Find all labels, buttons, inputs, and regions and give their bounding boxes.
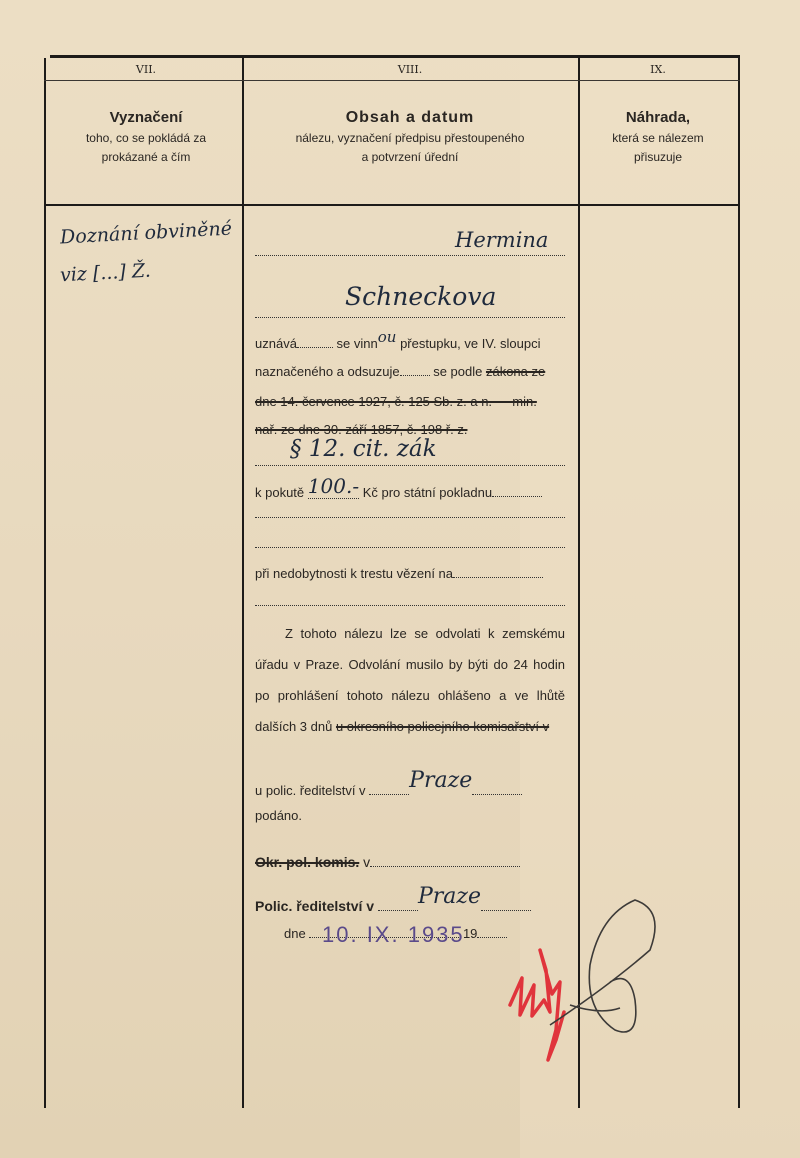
handwritten-city: Praze — [409, 768, 473, 793]
col7-sub1: toho, co se pokládá za — [85, 131, 207, 145]
dotted-line — [255, 516, 565, 518]
dots — [453, 577, 543, 578]
column-border — [738, 58, 740, 1108]
text-k-pokute: k pokutě — [255, 485, 305, 500]
col8-sub2: a potvrzení úřední — [361, 150, 459, 164]
col7-sub2: prokázané a čím — [101, 150, 191, 164]
line-nedobytnost — [255, 566, 565, 581]
column-border — [44, 58, 46, 1108]
handwritten-surname: Schneckova — [345, 282, 497, 311]
appeal-paragraph — [255, 618, 565, 742]
col9-number: IX. — [650, 63, 666, 76]
struck-okr-pol: Okr. pol. komis. — [255, 854, 360, 870]
line-naznaceneho — [255, 364, 565, 379]
col9-header — [578, 108, 738, 167]
text-prestupku: přestupku, ve IV. sloupci — [400, 336, 541, 351]
handwritten-city-2: Praze — [417, 884, 481, 909]
handwritten-first-name: Hermina — [455, 228, 549, 252]
header-divider — [44, 80, 740, 81]
dots — [369, 794, 409, 795]
text-polic-red-2: Polic. ředitelství v — [255, 898, 375, 914]
text-v: v — [363, 854, 371, 870]
date-stamp: 10. IX. 1935 — [322, 922, 465, 947]
col7-number: VII. — [135, 63, 157, 76]
handwritten-suffix: ou — [377, 328, 397, 346]
line-pokuta — [255, 474, 565, 502]
appeal-text: Z tohoto nálezu lze se odvolati k zemskému úřadu v Praze. Odvolání musilo by býti do 24 hodin po prohlášení tohoto nálezu ohlášeno a ve lhůtě dalších 3 dnů — [255, 626, 565, 734]
dots — [400, 375, 430, 376]
okr-pol-label — [255, 854, 520, 870]
text-se-podle: se podle — [433, 364, 483, 379]
dotted-line — [255, 316, 565, 318]
struck-line-1927: dne 14. července 1927, č. 125 Sb. z. a n. — min. — [255, 394, 537, 409]
text-naznaceneho: naznačeného a odsuzuje — [255, 364, 400, 379]
dots — [370, 866, 520, 867]
dotted-line — [255, 464, 565, 466]
col8-number: VIII. — [397, 63, 423, 76]
col7-header — [50, 108, 242, 167]
appeal-struck-text: u okresního policejního komisařství v — [335, 719, 550, 734]
col9-sub1: která se nálezem — [612, 131, 704, 145]
dots — [297, 347, 333, 348]
text-dne: dne — [284, 926, 306, 941]
line-polic-red — [255, 768, 565, 801]
text-podano: podáno. — [255, 808, 302, 823]
text-kc: Kč pro státní pokladnu — [362, 485, 493, 500]
text-uznava: uznává — [255, 336, 297, 351]
col8-sub1: nálezu, vyznačení předpisu přestoupeného — [295, 131, 525, 145]
text-year-suffix: 19 — [462, 926, 478, 941]
line-uznava — [255, 328, 565, 352]
handwritten-amount: 100.- — [307, 474, 360, 498]
text-nedobytnost: při nedobytnosti k trestu vězení na — [255, 566, 454, 581]
col9-title: Náhrada, — [625, 109, 691, 126]
col7-handwriting-1: Doznání obviněné — [59, 217, 233, 249]
dotted-line — [255, 254, 565, 256]
signatures — [490, 890, 690, 1120]
col7-handwriting-2: viz [...] Ž. — [59, 259, 152, 287]
dots — [472, 794, 522, 795]
col8-title: Obsah a datum — [345, 109, 475, 126]
dots — [378, 910, 418, 911]
handwritten-paragraph: § 12. cit. zák — [290, 436, 437, 462]
text-polic-red: u polic. ředitelství v — [255, 783, 366, 798]
col8-header — [242, 108, 578, 167]
column-border — [242, 58, 244, 1108]
red-signature — [510, 950, 564, 1060]
pencil-signature — [550, 900, 655, 1032]
col9-sub2: přisuzuje — [633, 150, 683, 164]
struck-zakona: zákona ze — [485, 364, 546, 379]
dots — [492, 496, 542, 497]
dotted-line — [255, 604, 565, 606]
text-se-vinn: se vinn — [336, 336, 378, 351]
col7-title: Vyznačení — [109, 109, 183, 126]
dotted-line — [255, 546, 565, 548]
struck-line-1857: nař. ze dne 30. září 1857, č. 198 ř. z. — [255, 422, 468, 437]
header-bottom-rule — [44, 204, 740, 206]
